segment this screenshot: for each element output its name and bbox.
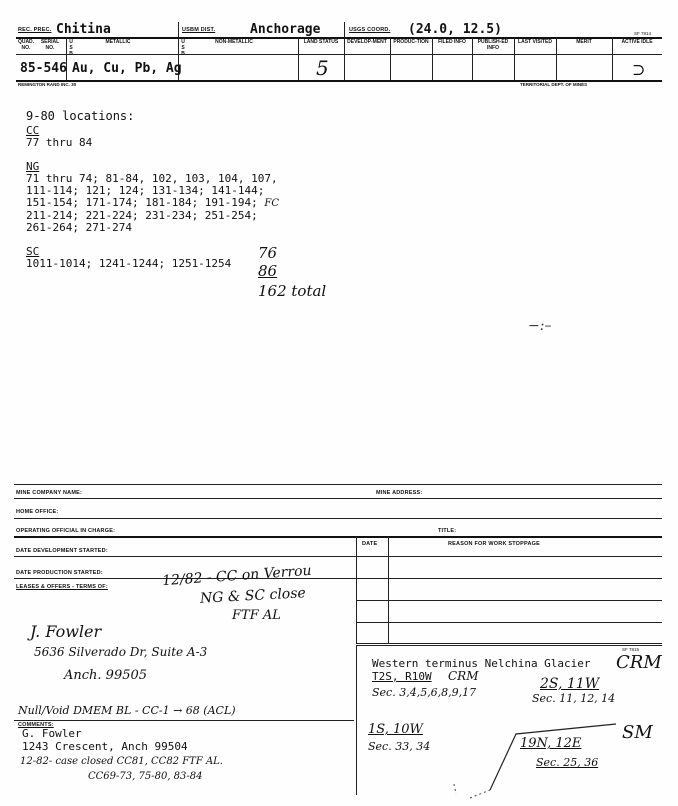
address-hand-3: Anch. 99505 [64, 668, 148, 683]
ng-line-3: 151-154; 171-174; 181-184; 191-194; [26, 196, 258, 209]
rec-prec-label: REC. PREC. [18, 27, 52, 33]
reason-label: REASON FOR WORK STOPPAGE [448, 541, 540, 547]
location-19n-12e: 19N, 12E [520, 736, 582, 751]
land-status-value: 5 [316, 56, 329, 80]
header-band [16, 18, 662, 86]
location-secs-1s: Sec. 33, 34 [368, 740, 431, 753]
ng-line-5: 261-264; 271-274 [26, 221, 132, 234]
cc-label: CC [26, 124, 40, 137]
nonmetallic-label: NON-METALLIC [215, 39, 253, 45]
last-visited-label: LAST VISITED [518, 39, 552, 45]
quad-serial-value: 85-546 [20, 61, 67, 76]
ng-label: NG [26, 160, 40, 173]
usbm-dist-label: USBM DIST. [182, 27, 216, 33]
notes-block [26, 110, 366, 270]
location-crm: CRM [616, 652, 662, 673]
location-twp: T2S, R10W [372, 670, 432, 683]
locations-heading: 9-80 locations: [26, 109, 135, 123]
cc-line: 77 thru 84 [26, 136, 93, 149]
leases-hand-1: 12/82 - CC on Verrou [161, 562, 313, 590]
boundary-sketch [440, 720, 620, 800]
mine-company-label: MINE COMPANY NAME: [16, 490, 83, 496]
address-hand-2: 5636 Silverado Dr, Suite A-3 [34, 645, 208, 659]
metallic-value: Au, Cu, Pb, Ag [72, 61, 182, 76]
location-sm: SM [622, 722, 653, 743]
usb-label: U S B [69, 39, 73, 57]
development-label: DEVELOP-MENT [347, 39, 387, 45]
form-number: SF 7814 [634, 31, 652, 36]
address-hand-1: J. Fowler [30, 622, 102, 641]
comment-typed-1: G. Fowler [22, 727, 82, 740]
location-secs: Sec. 3,4,5,6,8,9,17 [372, 686, 477, 699]
location-secs-19n: Sec. 25, 36 [536, 756, 599, 769]
date-development-label: DATE DEVELOPMENT STARTED: [16, 548, 108, 554]
sc-label: SC [26, 245, 40, 258]
usb-label-2: U S B [181, 39, 185, 57]
metallic-label: METALLIC [105, 39, 131, 45]
comment-hand-2: CC69-73, 75-80, 83-84 [88, 771, 203, 782]
home-office-label: HOME OFFICE: [16, 509, 59, 515]
ng-line-2: 111-114; 121; 124; 131-134; 141-144; [26, 184, 265, 197]
location-secs-11w: Sec. 11, 12, 14 [532, 692, 616, 705]
location-line-1: Western terminus Nelchina Glacier [372, 657, 591, 670]
ng-line-1: 71 thru 74; 81-84, 102, 103, 104, 107, [26, 172, 278, 185]
land-status-label: LAND STATUS [303, 39, 339, 45]
rec-prec-value: Chitina [56, 22, 111, 37]
stray-marks: −:– [528, 318, 552, 334]
production-label: PRODUC-TION [393, 39, 429, 45]
usgs-coord-label: USGS COORD. [349, 27, 391, 33]
leases-hand-3: FTF AL [232, 608, 281, 623]
active-idle-mark: ⊃ [632, 60, 646, 79]
territorial-line: TERRITORIAL DEPT. OF MINES [520, 82, 588, 87]
leases-hand-2: NG & SC close [199, 585, 307, 607]
mine-address-label: MINE ADDRESS: [376, 490, 423, 496]
tally-total: 162 total [258, 282, 327, 300]
tally-86: 86 [258, 262, 278, 280]
active-idle-label: ACTIVE IDLE [621, 39, 653, 45]
tally-76: 76 [258, 244, 278, 262]
usgs-coord-value: (24.0, 12.5) [408, 22, 502, 37]
title-label: TITLE: [438, 528, 457, 534]
serial-no-label: SERIAL NO. [40, 39, 60, 51]
published-info-label: PUBLISH-ED INFO [477, 39, 509, 51]
printer-line: REMINGTON RAND INC. 30 [18, 82, 77, 87]
date-production-label: DATE PRODUCTION STARTED: [16, 570, 103, 576]
ng-fc-note: FC [264, 198, 280, 209]
location-1s-10w: 1S, 10W [368, 722, 423, 737]
quad-no-label: QUAD. NO. [17, 39, 35, 51]
ng-line-4: 211-214; 221-224; 231-234; 251-254; [26, 209, 258, 222]
comments-label: COMMENTS: [18, 722, 54, 728]
merit-label: MERIT [576, 39, 592, 45]
comment-hand-1: 12-82- case closed CC81, CC82 FTF AL. [20, 756, 223, 767]
void-line: Null/Void DMEM BL - CC-1 → 68 (ACL) [18, 704, 236, 717]
date-column-label: DATE [362, 541, 378, 547]
location-2s-11w: 2S, 11W [540, 676, 600, 692]
filed-info-label: FILED INFO [438, 39, 466, 45]
form-number-2: SF 7815 [622, 647, 640, 652]
comment-typed-2: 1243 Crescent, Anch 99504 [22, 740, 188, 753]
leases-label: LEASES & OFFERS - TERMS OF: [16, 584, 108, 590]
sc-line: 1011-1014; 1241-1244; 1251-1254 [26, 257, 232, 270]
location-twp-crm: CRM [448, 669, 479, 683]
operating-official-label: OPERATING OFFICIAL IN CHARGE: [16, 528, 116, 534]
usbm-dist-value: Anchorage [250, 22, 321, 37]
